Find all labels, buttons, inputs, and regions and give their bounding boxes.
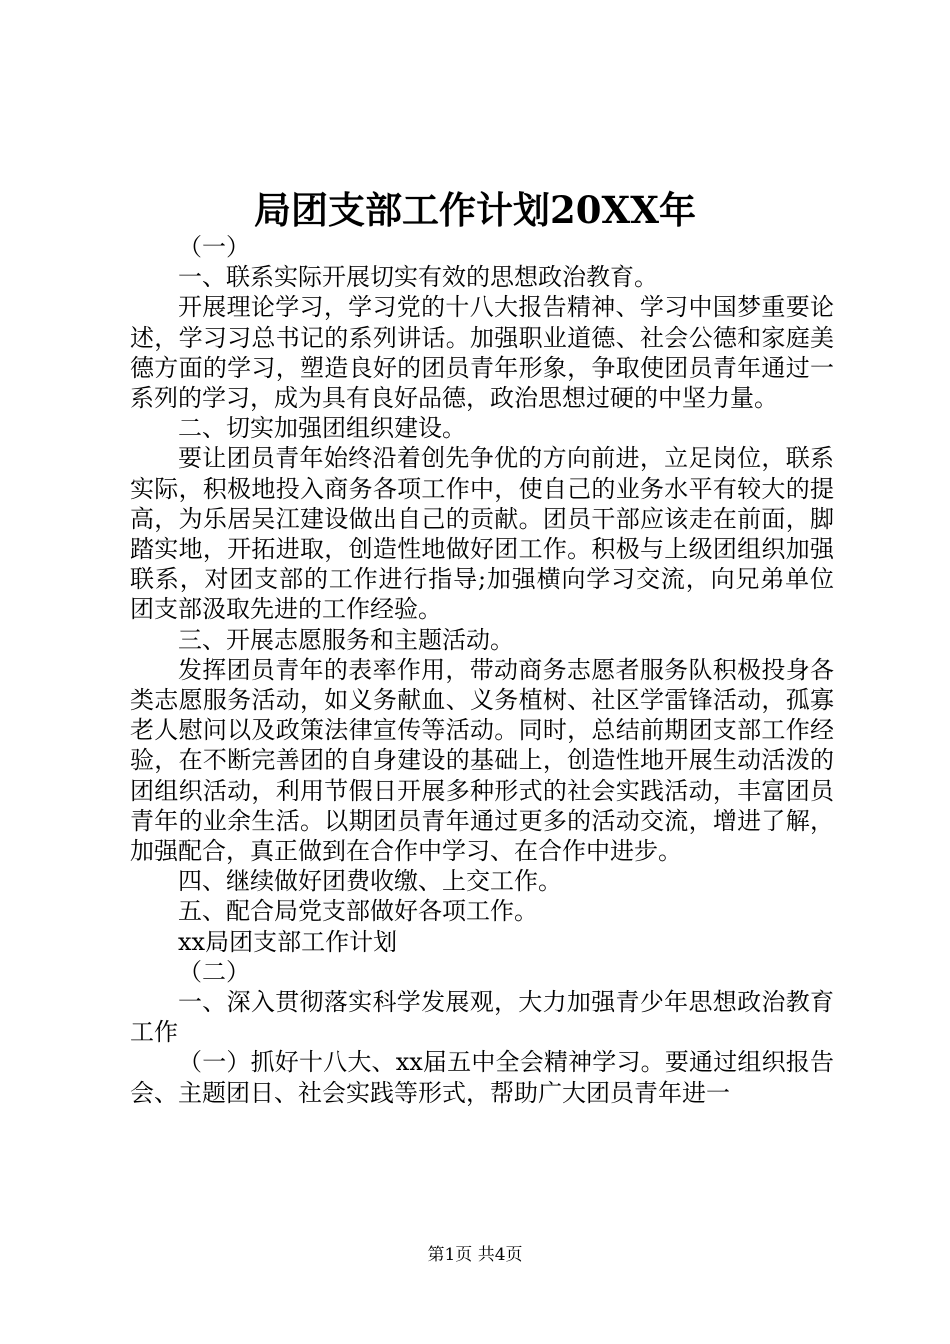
section-label-one: （一） [178, 233, 250, 261]
heading-2: 二、切实加强团组织建设。 [178, 414, 466, 443]
document-body [130, 232, 834, 1108]
heading-3: 三、开展志愿服务和主题活动。 [178, 625, 514, 654]
page-footer: 第1页 共4页 [427, 1245, 523, 1265]
heading-5: 五、配合局党支部做好各项工作。 [178, 897, 538, 926]
document-title: 局团支部工作计划20XX年 [254, 188, 696, 232]
heading-4: 四、继续做好团费收缴、上交工作。 [178, 867, 562, 896]
paragraph-theory-study: 开展理论学习，学习党的十八大报告精神、学习中国梦重要论述，学习习总书记的系列讲话。加强职业道德、社会公德和家庭美德方面的学习，塑造良好的团员青年形象，争取使团员青年通过一系列的学习，成为具有良好品德，政治思想过硬的中坚力量。 [130, 293, 834, 413]
paragraph-study-spirit: （一）抓好十八大、xx届五中全会精神学习。要通过组织报告会、主题团日、社会实践等形式，帮助广大团员青年进一 [130, 1048, 834, 1107]
paragraph-volunteer-service: 发挥团员青年的表率作用，带动商务志愿者服务队积极投身各类志愿服务活动，如义务献血、义务植树、社区学雷锋活动，孤寡老人慰问以及政策法律宣传等活动。同时，总结前期团支部工作经验，在不断完善团的自身建设的基础上，创造性地开展生动活泼的团组织活动，利用节假日开展多种形式的社会实践活动，丰富团员青年的业余生活。以期团员青年通过更多的活动交流，增进了解，加强配合，真正做到在合作中学习、在合作中进步。 [130, 655, 834, 866]
paragraph-organization-building: 要让团员青年始终沿着创先争优的方向前进，立足岗位，联系实际，积极地投入商务各项工作中，使自己的业务水平有较大的提高，为乐居吴江建设做出自己的贡献。团员干部应该走在前面，脚踏实地，开拓进取，创造性地做好团工作。积极与上级团组织加强联系，对团支部的工作进行指导;加强横向学习交流，向兄弟单位团支部汲取先进的工作经验。 [130, 444, 834, 624]
heading-2-1: 一、深入贯彻落实科学发展观，大力加强青少年思想政治教育工作 [130, 988, 834, 1047]
sub-document-title: xx局团支部工作计划 [178, 927, 398, 956]
heading-1: 一、联系实际开展切实有效的思想政治教育。 [178, 263, 658, 292]
section-label-two: （二） [178, 957, 250, 986]
